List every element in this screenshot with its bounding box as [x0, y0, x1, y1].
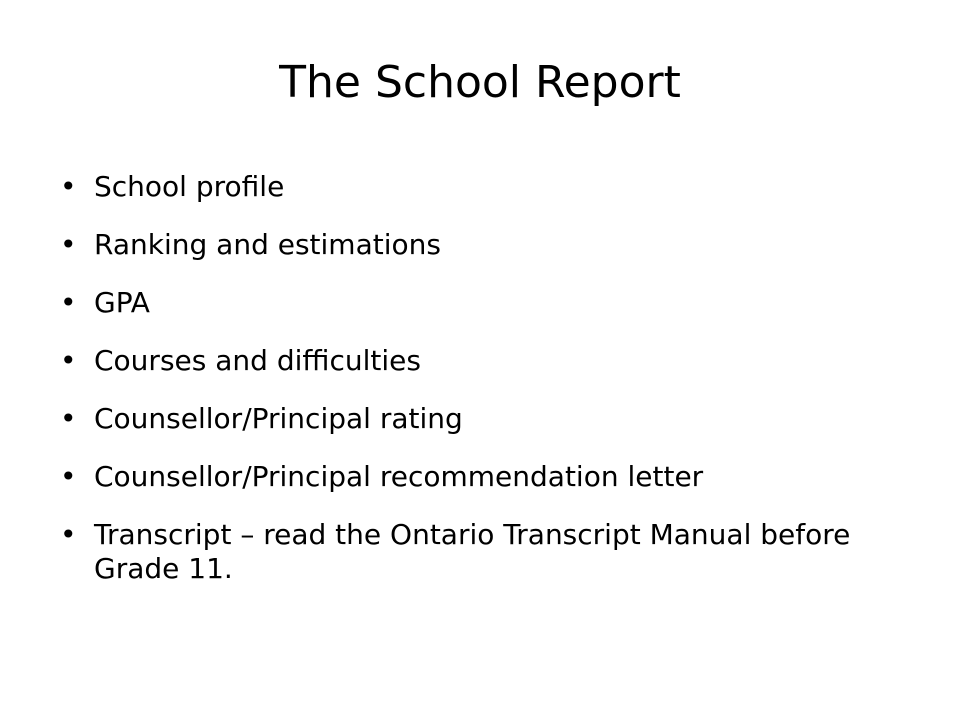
bullet-text: Counsellor/Principal rating	[94, 402, 463, 435]
bullet-dot-icon: •	[60, 286, 77, 319]
bullet-item-transcript	[60, 518, 920, 586]
bullet-dot-icon: •	[60, 460, 77, 493]
bullet-item-ranking	[60, 228, 920, 262]
bullet-text: Transcript – read the Ontario Transcript Manual before Grade 11.	[94, 518, 851, 585]
slide-title: The School Report	[279, 57, 681, 108]
bullet-text: Counsellor/Principal recommendation letter	[94, 460, 704, 493]
bullet-dot-icon: •	[60, 228, 77, 261]
bullet-list	[60, 170, 920, 610]
bullet-dot-icon: •	[60, 518, 77, 551]
bullet-item-recommendation	[60, 460, 920, 494]
bullet-item-courses	[60, 344, 920, 378]
bullet-text: School profile	[94, 170, 285, 203]
bullet-dot-icon: •	[60, 344, 77, 377]
bullet-text: Ranking and estimations	[94, 228, 441, 261]
bullet-dot-icon: •	[60, 170, 77, 203]
bullet-item-gpa	[60, 286, 920, 320]
bullet-text: GPA	[94, 286, 150, 319]
bullet-item-school-profile	[60, 170, 920, 204]
bullet-item-rating	[60, 402, 920, 436]
bullet-dot-icon: •	[60, 402, 77, 435]
bullet-text: Courses and difficulties	[94, 344, 421, 377]
